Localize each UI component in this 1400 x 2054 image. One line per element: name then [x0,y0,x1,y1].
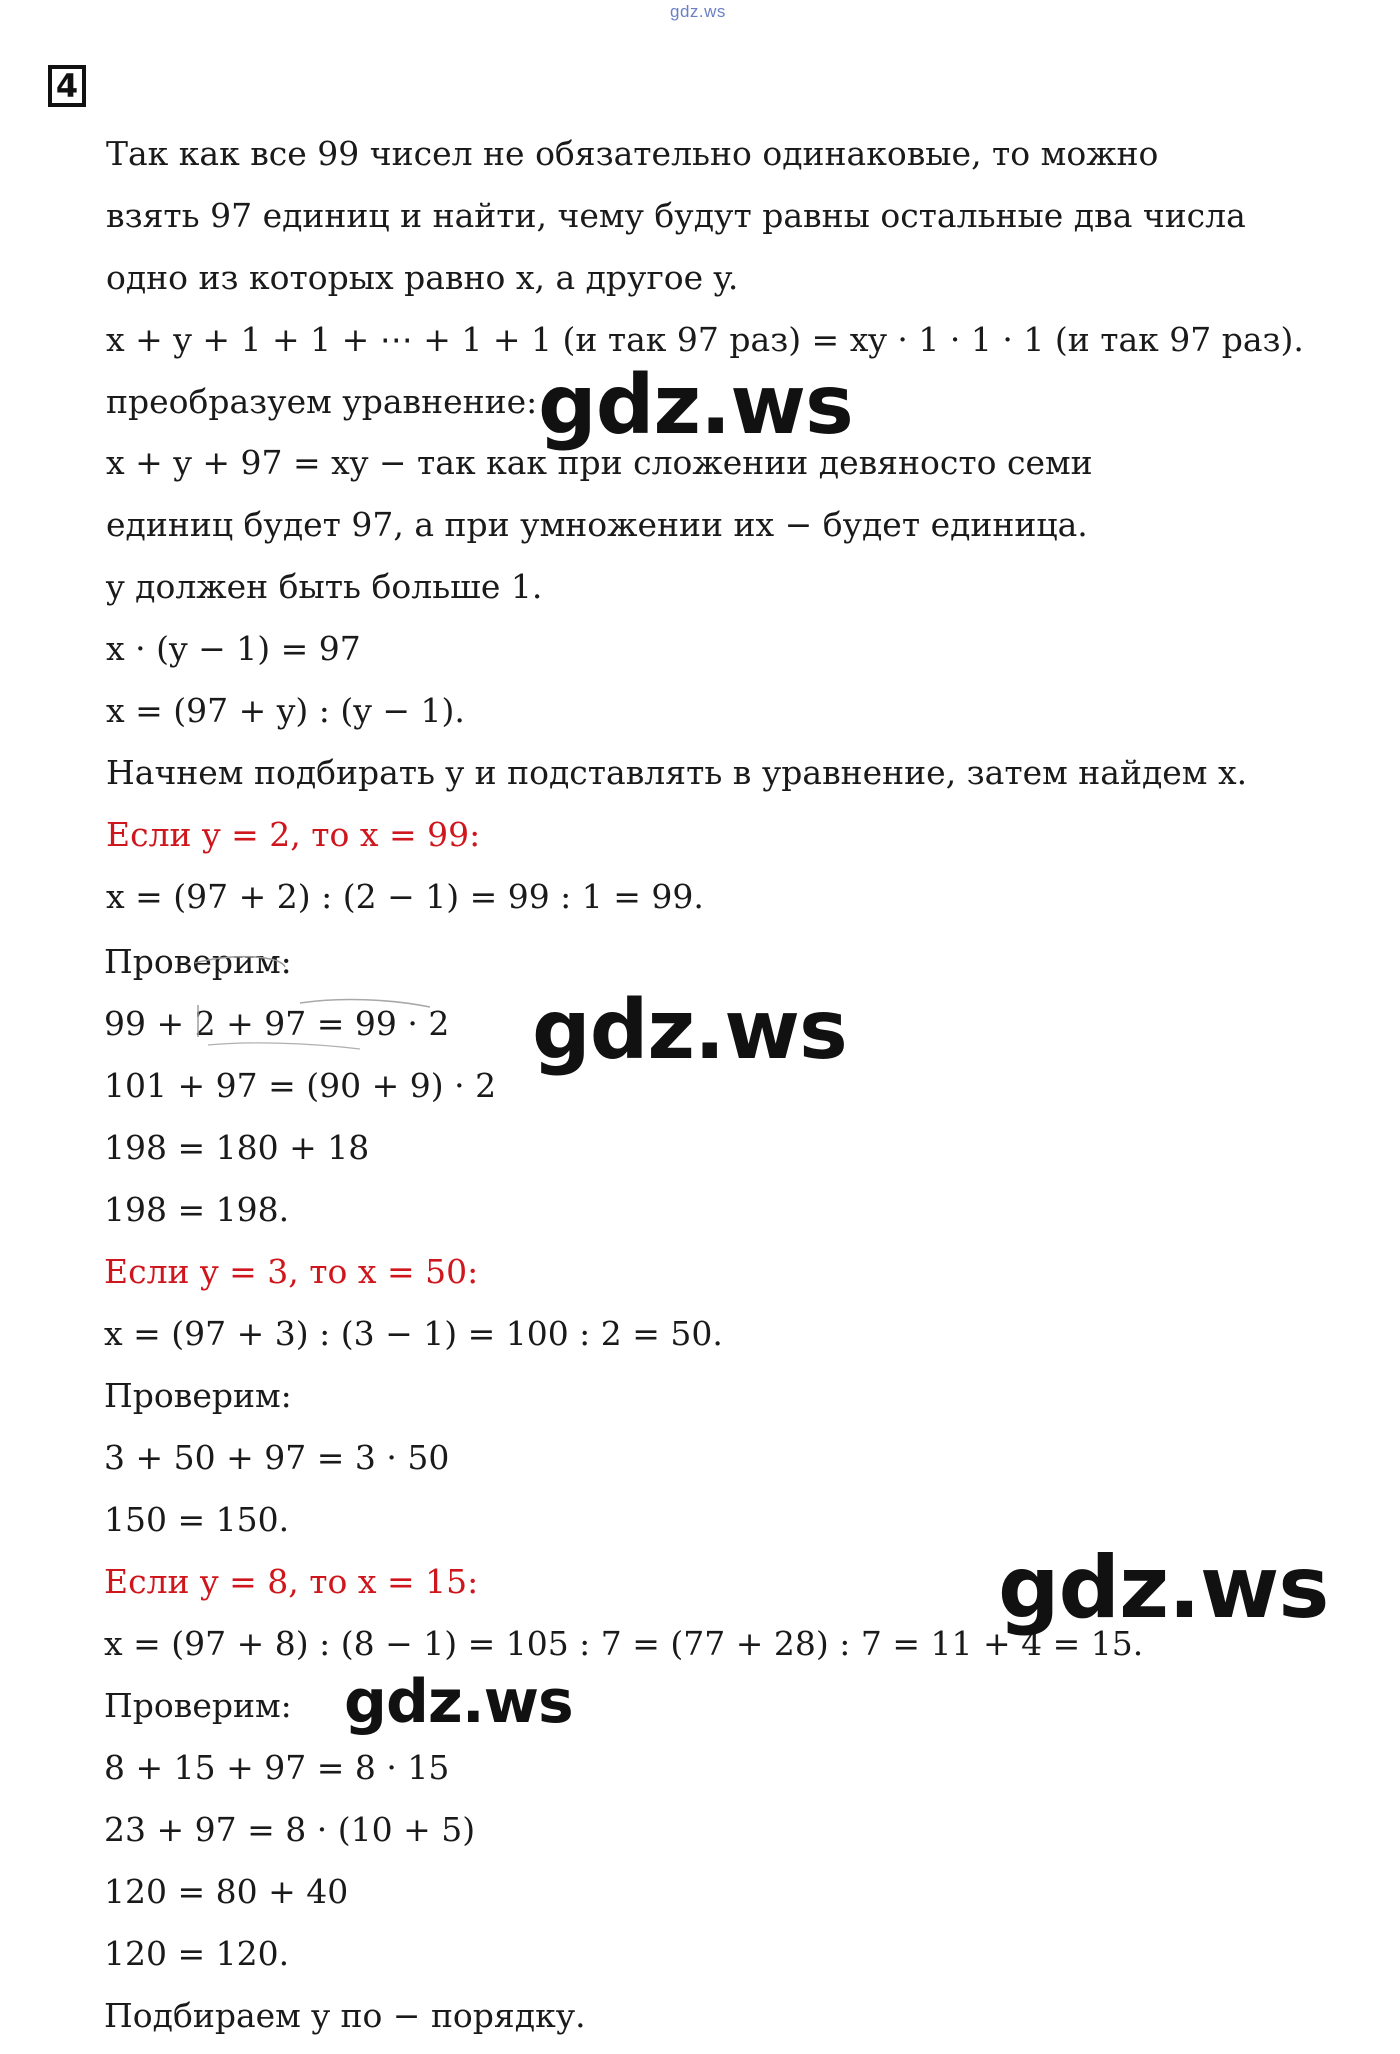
case-y2-computation: x = (97 + 2) : (2 − 1) = 99 : 1 = 99. [106,877,704,916]
check-1-line-3: 198 = 180 + 18 [104,1128,370,1167]
case-heading-y8: Если y = 8, то x = 15: [104,1562,479,1601]
text-line-2: взять 97 единиц и найти, чему будут равны остальные два числа [106,196,1246,235]
check-2-line-1: 3 + 50 + 97 = 3 · 50 [104,1438,450,1477]
equation-line-x-expression: x = (97 + y) : (y − 1). [106,691,465,730]
case-heading-y2: Если y = 2, то x = 99: [106,815,481,854]
closing-line: Подбираем y по − порядку. [104,1996,586,2035]
check-3-line-1: 8 + 15 + 97 = 8 · 15 [104,1748,450,1787]
text-line-method: Начнем подбирать y и подставлять в уравнение, затем найдем x. [106,753,1248,792]
check-label-3: Проверим: [104,1686,292,1725]
check-1-line-2: 101 + 97 = (90 + 9) · 2 [104,1066,497,1105]
check-label-1: Проверим: [104,942,292,981]
text-line-1: Так как все 99 чисел не обязательно одинаковые, то можно [106,134,1159,173]
task-number-box: 4 [48,65,86,107]
watermark-2: gdz.ws [532,983,847,1078]
equation-line-sum-product: x + y + 1 + 1 + ⋯ + 1 + 1 (и так 97 раз) = xy · 1 · 1 · 1 (и так 97 раз). [106,320,1304,359]
pencil-scribble-mark [190,945,470,1055]
check-1-line-1: 99 + 2 + 97 = 99 · 2 [104,1004,450,1043]
watermark-3: gdz.ws [998,1538,1329,1638]
site-mark: gdz.ws [670,2,726,21]
text-line-explanation: единиц будет 97, а при умножении их − будет единица. [106,505,1088,544]
check-3-line-4: 120 = 120. [104,1934,290,1973]
case-heading-y3: Если y = 3, то x = 50: [104,1252,479,1291]
text-line-transform: преобразуем уравнение: [106,382,538,421]
check-3-line-3: 120 = 80 + 40 [104,1872,349,1911]
watermark-1: gdz.ws [538,358,853,453]
text-line-3: одно из которых равно x, а другое y. [106,258,739,297]
check-2-line-2: 150 = 150. [104,1500,290,1539]
check-label-2: Проверим: [104,1376,292,1415]
equation-line-factored: x · (y − 1) = 97 [106,629,361,668]
watermark-4: gdz.ws [344,1667,573,1737]
check-3-line-2: 23 + 97 = 8 · (10 + 5) [104,1810,476,1849]
text-line-condition: y должен быть больше 1. [106,567,543,606]
equation-line-simplified: x + y + 97 = xy − так как при сложении девяносто семи [106,443,1093,482]
check-1-line-4: 198 = 198. [104,1190,290,1229]
case-y8-computation: x = (97 + 8) : (8 − 1) = 105 : 7 = (77 + 28) : 7 = 11 + 4 = 15. [104,1624,1144,1663]
case-y3-computation: x = (97 + 3) : (3 − 1) = 100 : 2 = 50. [104,1314,723,1353]
